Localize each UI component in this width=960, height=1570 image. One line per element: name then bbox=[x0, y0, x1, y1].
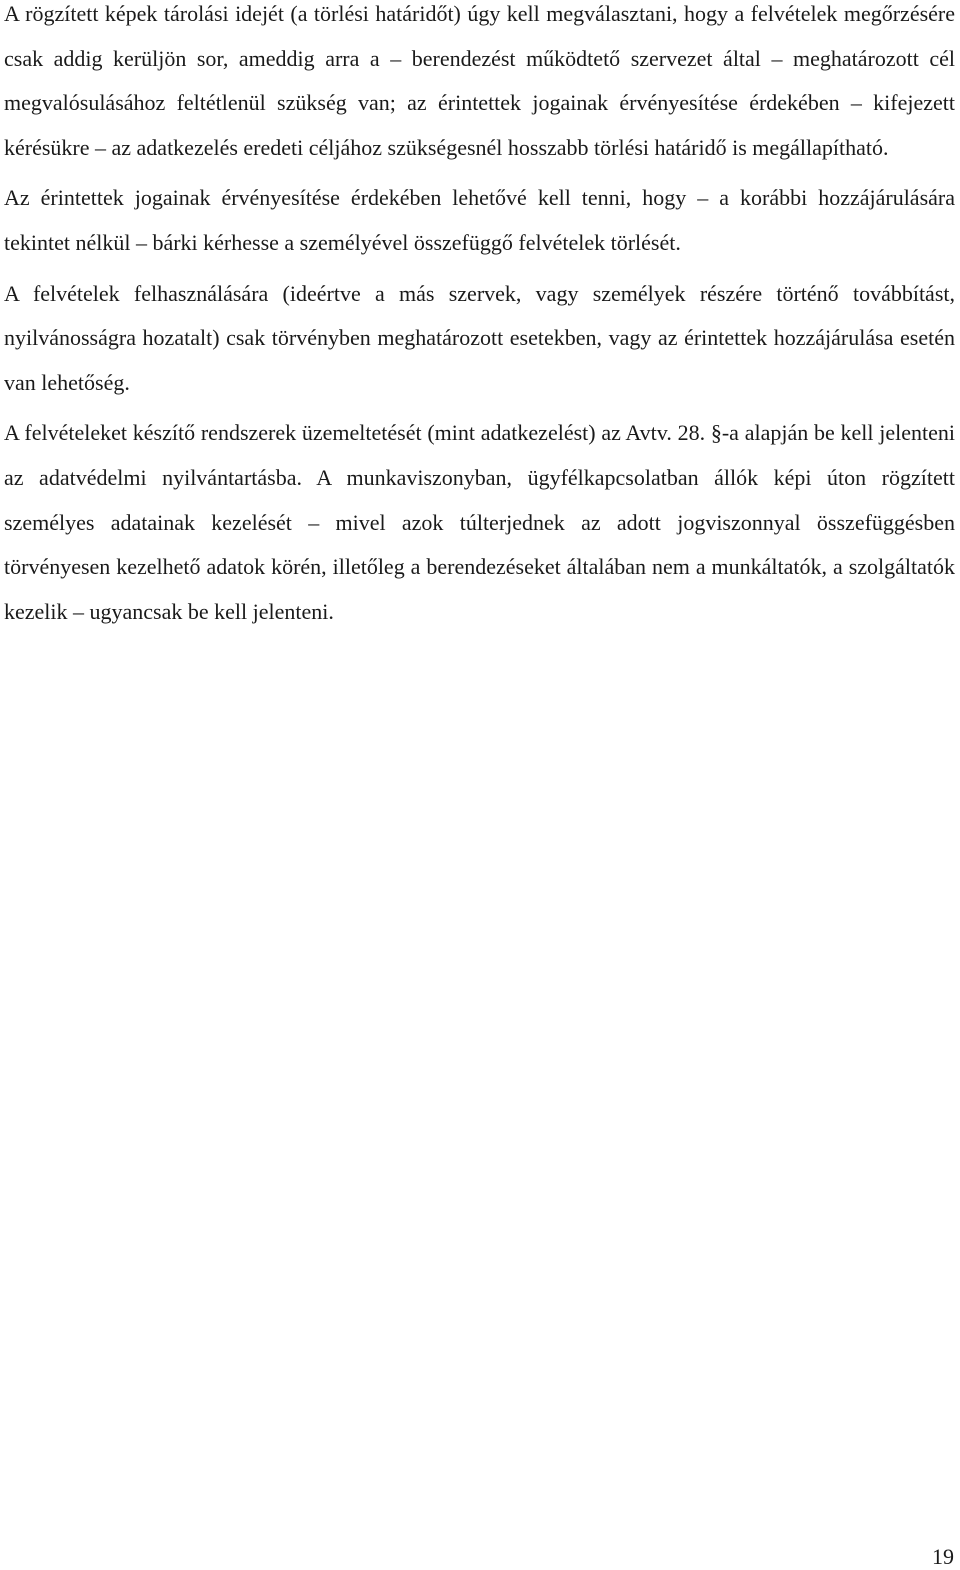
paragraph-retention-period: A rögzített képek tárolási idejét (a törlési határidőt) úgy kell megválasztani, hogy a felvételek megőrzésére csak addig kerüljön sor, ameddig arra a – berendezést működtető szervezet által – meghatározott cél megvalósulásához feltétlenül szükség van; az érintettek jogainak érvényesítése érdekében – kifejezett kérésükre – az adatkezelés eredeti céljához szükségesnél hosszabb törlési határidő is megállapítható. bbox=[4, 1, 955, 160]
paragraph-registration-duty: A felvételeket készítő rendszerek üzemeltetését (mint adatkezelést) az Avtv. 28. §-a alapján be kell jelenteni az adatvédelmi nyilvántartásba. A munkaviszonyban, ügyfélkapcsolatban állók képi úton rögzített személyes adatainak kezelését – mivel azok túlterjednek az adott jogviszonnyal összefüggésben törvényesen kezelhető adatok körén, illetőleg a berendezéseket általában nem a munkáltatók, a szolgáltatók kezelik – ugyancsak be kell jelenteni. bbox=[4, 420, 955, 624]
paragraph-usage-of-recordings: A felvételek felhasználására (ideértve a más szervek, vagy személyek részére történő továbbítást, nyilvánosságra hozatalt) csak törvényben meghatározott esetekben, vagy az érintettek hozzájárulása esetén van lehetőség. bbox=[4, 280, 955, 395]
document-page bbox=[4, 0, 955, 634]
paragraph-deletion-right: Az érintettek jogainak érvényesítése érdekében lehetővé kell tenni, hogy – a korábbi hozzájárulására tekintet nélkül – bárki kérhesse a személyével összefüggő felvételek törlését. bbox=[4, 185, 955, 255]
page-number: 19 bbox=[932, 1544, 954, 1569]
